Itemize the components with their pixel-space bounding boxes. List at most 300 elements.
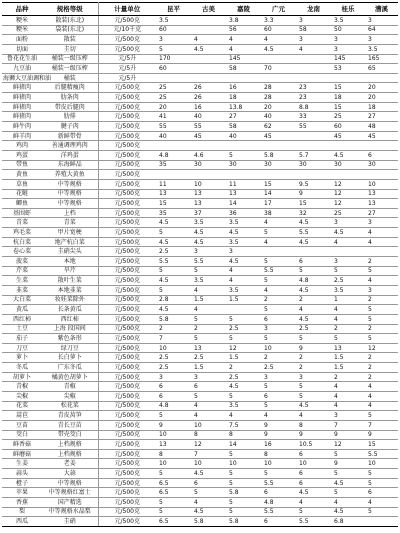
table-cell: 3.5 (226, 218, 261, 228)
table-row (2, 372, 398, 382)
table-cell: 18 (331, 93, 365, 103)
table-cell: 切面 (2, 44, 42, 54)
table-cell: 13 (191, 199, 226, 209)
table-cell: 5 (365, 411, 398, 421)
table-cell: 2.8 (156, 295, 191, 305)
table-row (2, 199, 398, 209)
table-cell: 5.8 (156, 314, 191, 324)
table-cell: 10 (261, 459, 296, 469)
table-cell (261, 247, 296, 257)
table-cell (261, 141, 296, 151)
table-cell: 35 (156, 160, 191, 170)
table-cell: 5 (191, 334, 226, 344)
table-cell: 4 (261, 411, 296, 421)
table-cell: 4 (261, 35, 296, 45)
table-cell: 5 (191, 488, 226, 498)
table-cell: 6 (156, 391, 191, 401)
table-cell: 4.5 (261, 44, 296, 54)
table-cell: 3 (331, 35, 365, 45)
table-cell: 4 (331, 314, 365, 324)
table-cell: 元/500克 (98, 208, 156, 218)
table-cell: 13 (156, 440, 191, 450)
table-cell: 4.5 (191, 228, 226, 238)
table-cell: 5.8 (191, 517, 226, 527)
table-cell: 4.5 (296, 314, 331, 324)
table-cell (191, 170, 226, 180)
table-cell: 38 (261, 208, 296, 218)
table-cell: 4 (296, 411, 331, 421)
table-cell: 4.5 (191, 469, 226, 479)
table-cell (365, 170, 398, 180)
table-cell: 元/500克 (98, 285, 156, 295)
table-cell: 6 (296, 257, 331, 267)
table-cell: 4 (365, 228, 398, 238)
table-cell: 元/500克 (98, 247, 156, 257)
table-cell: 16 (261, 440, 296, 450)
table-cell: 14 (226, 199, 261, 209)
table-cell: 5 (156, 228, 191, 238)
table-cell (296, 54, 331, 64)
table-row (2, 73, 398, 83)
table-cell: 4.5 (156, 276, 191, 286)
table-cell: 元/500克 (98, 517, 156, 527)
table-cell: 4.5 (331, 150, 365, 160)
table-cell: 2 (365, 324, 398, 334)
table-cell: 40 (156, 131, 191, 141)
table-cell: 16 (191, 102, 226, 112)
table-cell: 花菜 (2, 401, 42, 411)
table-cell: 45 (191, 131, 226, 141)
table-cell: 4 (226, 266, 261, 276)
table-row (2, 189, 398, 199)
table-cell: 鸡毛菜 (2, 228, 42, 238)
table-cell: 10 (226, 459, 261, 469)
table-cell: 鲜牛肉 (2, 122, 42, 132)
table-cell: 5 (156, 285, 191, 295)
table-cell: 8 (261, 449, 296, 459)
table-cell: 56 (226, 25, 261, 35)
table-cell: 60 (331, 122, 365, 132)
table-cell: 元/5升 (98, 54, 156, 64)
table-cell: 41 (156, 112, 191, 122)
table-cell: 3 (191, 372, 226, 382)
table-cell: 5 (226, 391, 261, 401)
table-cell: 元/500克 (98, 150, 156, 160)
table-cell: 中等规格 (42, 478, 98, 488)
table-cell: 鲜香菇 (2, 440, 42, 450)
table-cell: 3 (296, 372, 331, 382)
table-cell: 4 (331, 237, 365, 247)
table-cell: 4 (226, 411, 261, 421)
table-cell: 4 (191, 411, 226, 421)
header-row (2, 3, 398, 16)
table-cell: 元/500克 (98, 16, 156, 26)
table-cell: 粳米 (2, 16, 42, 26)
table-cell: 45 (261, 131, 296, 141)
table-cell: 2 (296, 295, 331, 305)
table-cell: 橘黄色胡萝卜 (42, 372, 98, 382)
table-cell: 9 (156, 420, 191, 430)
table-cell: 4.5 (296, 285, 331, 295)
table-cell: 5 (296, 266, 331, 276)
table-cell: 元/500克 (98, 459, 156, 469)
table-row (2, 257, 398, 267)
table-cell: 元/500克 (98, 382, 156, 392)
table-cell: 2.5 (226, 372, 261, 382)
table-cell: 元/500克 (98, 411, 156, 421)
table-cell: 3 (156, 372, 191, 382)
table-cell: 老姜 (42, 459, 98, 469)
table-cell: 元/500克 (98, 440, 156, 450)
table-cell: 生姜 (2, 459, 42, 469)
table-cell: 元/500克 (98, 44, 156, 54)
table-cell: 5 (226, 469, 261, 479)
table-cell: 12 (331, 440, 365, 450)
table-cell: 菠菜 (2, 257, 42, 267)
table-cell: 10 (365, 179, 398, 189)
table-cell: 大蒜 (42, 469, 98, 479)
table-cell: 袋装(东北) (42, 25, 98, 35)
table-cell: 4.5 (156, 218, 191, 228)
table-cell: 5 (365, 469, 398, 479)
table-cell: 6 (261, 314, 296, 324)
table-cell: 青椒 (42, 382, 98, 392)
table-cell: 30 (261, 160, 296, 170)
table-cell: 海狮大豆油调和油 (3, 74, 52, 82)
table-cell: 3.5 (191, 276, 226, 286)
price-table-sheet (2, 2, 398, 531)
table-cell: 3.5 (331, 16, 365, 26)
table-cell: 善通调理鸡肉 (42, 141, 98, 151)
table-cell: 散叶生菜 (42, 276, 98, 286)
table-cell: 洋鸡蛋 (42, 150, 98, 160)
table-cell (296, 73, 331, 83)
column-header: 广元 (261, 3, 296, 16)
table-cell: 鲁花花生油 (2, 54, 42, 64)
table-cell: 5 (365, 305, 398, 315)
table-cell: 9 (296, 430, 331, 440)
table-cell: 40 (191, 112, 226, 122)
table-cell: 鲫鱼 (2, 199, 42, 209)
table-cell (296, 247, 331, 257)
table-cell: 5 (156, 44, 191, 54)
table-cell: 65 (365, 64, 398, 74)
table-cell: 妆娃菜除外 (42, 295, 98, 305)
table-row (2, 343, 398, 353)
column-header: 龙南 (296, 3, 331, 16)
table-cell: 4.5 (331, 478, 365, 488)
table-cell (156, 73, 191, 83)
table-cell: 5 (365, 478, 398, 488)
table-cell: 10 (156, 343, 191, 353)
table-cell: 鲜蘑菇 (2, 449, 42, 459)
table-row (2, 16, 398, 26)
table-row (2, 83, 398, 93)
table-cell: 元/500克 (98, 131, 156, 141)
table-cell (226, 305, 261, 315)
table-cell: 145 (226, 54, 261, 64)
table-cell: 23 (296, 93, 331, 103)
table-cell: 黄鱼 (2, 170, 42, 180)
table-cell: 元/500克 (98, 430, 156, 440)
table-cell: 2 (365, 257, 398, 267)
table-row (2, 285, 398, 295)
table-cell (261, 54, 296, 64)
table-cell: 27 (365, 208, 398, 218)
table-cell: 5 (226, 449, 261, 459)
table-row (2, 411, 398, 421)
table-cell (365, 141, 398, 151)
table-cell: 6.5 (156, 517, 191, 527)
table-cell: 鲜羊肉 (2, 131, 42, 141)
table-cell: 4.5 (226, 382, 261, 392)
table-cell: 元/500克 (98, 141, 156, 151)
table-cell: 元/500克 (98, 257, 156, 267)
table-row (2, 469, 398, 479)
table-cell: 鸡蛋 (2, 150, 42, 160)
table-cell: 元/500克 (98, 478, 156, 488)
table-row (2, 382, 398, 392)
table-cell: 桶装 (42, 73, 98, 83)
table-cell: 尖椒 (2, 391, 42, 401)
table-cell: 2 (365, 353, 398, 363)
table-cell: 面粉 (2, 35, 42, 45)
table-cell: 25 (156, 83, 191, 93)
table-cell: 4 (365, 237, 398, 247)
price-table (2, 2, 398, 527)
table-cell: 5 (226, 334, 261, 344)
table-cell: 7.5 (226, 420, 261, 430)
table-cell: 5.5 (191, 257, 226, 267)
table-cell: 西红柿 (2, 314, 42, 324)
table-cell: 国产精选 (42, 498, 98, 508)
table-cell: 7 (365, 420, 398, 430)
table-row (2, 237, 398, 247)
table-cell: 冬瓜 (2, 363, 42, 373)
table-cell: 4.5 (191, 44, 226, 54)
table-cell: 2.5 (156, 247, 191, 257)
column-header: 嘉陵 (226, 3, 261, 16)
table-cell (226, 141, 261, 151)
table-cell: 4.5 (226, 257, 261, 267)
table-cell: 后腿精瘦肉 (42, 83, 98, 93)
table-cell: 5.5 (365, 449, 398, 459)
table-cell: 3 (331, 44, 365, 54)
table-cell: 5 (261, 401, 296, 411)
table-cell: 2.5 (226, 324, 261, 334)
table-cell: 9 (331, 459, 365, 469)
table-row (2, 449, 398, 459)
table-cell: 2 (261, 353, 296, 363)
table-cell: 4 (226, 276, 261, 286)
table-cell: 2 (365, 372, 398, 382)
table-cell: 58 (296, 25, 331, 35)
table-cell: 5 (191, 391, 226, 401)
table-cell: 5 (261, 382, 296, 392)
table-cell: 青菜 (2, 218, 42, 228)
table-cell: 6 (365, 488, 398, 498)
table-cell: 5 (226, 507, 261, 517)
table-cell: 元/500克 (98, 305, 156, 315)
table-cell: 粳米 (2, 25, 42, 35)
table-cell: 元/500克 (98, 218, 156, 228)
table-cell: 梨 (2, 507, 42, 517)
table-cell: 2 (296, 353, 331, 363)
table-cell: 4 (331, 305, 365, 315)
table-cell: 芹菜 (2, 266, 42, 276)
table-cell: 6 (261, 391, 296, 401)
table-cell: 鲜猪肉 (2, 83, 42, 93)
table-row (2, 54, 398, 64)
table-cell: 中等规格 (42, 179, 98, 189)
table-cell: 中等规格 (42, 189, 98, 199)
table-cell: 3 (261, 324, 296, 334)
table-row (2, 295, 398, 305)
table-cell: 55 (296, 122, 331, 132)
table-cell: 尖椒 (42, 391, 98, 401)
table-cell: 28 (261, 93, 296, 103)
table-cell: 4.5 (331, 507, 365, 517)
table-row (2, 324, 398, 334)
table-row (2, 150, 398, 160)
table-cell: 韭菜 (2, 285, 42, 295)
table-cell: 元/500克 (98, 372, 156, 382)
table-cell: 元/500克 (98, 314, 156, 324)
table-cell: 紫色条形 (42, 334, 98, 344)
table-cell: 2 (226, 363, 261, 373)
table-cell: 15 (331, 102, 365, 112)
table-cell (296, 170, 331, 180)
table-cell: 33 (296, 112, 331, 122)
table-cell: 青皮莴笋 (42, 411, 98, 421)
table-cell (331, 73, 365, 83)
table-cell: 大白菜 (2, 295, 42, 305)
table-cell: 3 (365, 16, 398, 26)
table-cell: 27 (365, 112, 398, 122)
table-cell: 70 (261, 64, 296, 74)
table-cell: 绿刀豆 (42, 343, 98, 353)
table-cell: 62 (261, 122, 296, 132)
table-cell: 4 (365, 276, 398, 286)
table-cell: 3.5 (226, 237, 261, 247)
table-row (2, 276, 398, 286)
table-row (2, 266, 398, 276)
table-cell: 48 (365, 122, 398, 132)
table-cell: 18 (365, 102, 398, 112)
table-cell: 64 (365, 25, 398, 35)
table-cell: 2 (365, 295, 398, 305)
table-cell: 9.5 (296, 179, 331, 189)
table-cell: 5 (191, 314, 226, 324)
table-cell: 12 (191, 440, 226, 450)
table-row (2, 44, 398, 54)
table-cell: 4 (261, 218, 296, 228)
table-cell: 10 (156, 459, 191, 469)
table-cell: 4 (331, 391, 365, 401)
table-cell: 40 (226, 131, 261, 141)
table-cell: 9 (296, 189, 331, 199)
table-cell: 36 (226, 208, 261, 218)
table-cell: 4.5 (156, 237, 191, 247)
table-cell: 6 (156, 382, 191, 392)
table-cell (191, 73, 226, 83)
table-cell: 带鱼 (2, 160, 42, 170)
table-row (2, 170, 398, 180)
table-cell: 5 (296, 507, 331, 517)
table-cell: 8 (156, 449, 191, 459)
table-cell: 元/500克 (98, 363, 156, 373)
table-cell: 6 (191, 478, 226, 488)
table-cell: 5.8 (226, 488, 261, 498)
table-cell: 2.5 (156, 353, 191, 363)
table-cell: 6 (191, 382, 226, 392)
table-cell: 15 (156, 199, 191, 209)
table-cell: 中等规格红富士 (42, 488, 98, 498)
table-cell: 58 (226, 64, 261, 74)
table-cell: 35 (156, 208, 191, 218)
table-cell: 新鲜带骨 (42, 131, 98, 141)
table-row (2, 64, 398, 74)
table-cell: 元/500克 (98, 276, 156, 286)
table-cell: 25 (156, 93, 191, 103)
table-cell: 13 (191, 189, 226, 199)
table-cell: 5 (296, 334, 331, 344)
table-cell: 4 (226, 35, 261, 45)
table-row (2, 131, 398, 141)
table-cell: 10 (191, 459, 226, 469)
table-cell: 元/500克 (98, 295, 156, 305)
table-cell: 1.5 (331, 363, 365, 373)
table-cell: 5 (156, 411, 191, 421)
table-cell: 4.5 (226, 228, 261, 238)
table-cell: 4.8 (261, 498, 296, 508)
table-cell: 鲜猪肉 (2, 93, 42, 103)
table-cell: 胡萝卜 (2, 372, 42, 382)
table-row (2, 141, 398, 151)
table-cell: 4 (296, 498, 331, 508)
table-cell: 2.5 (191, 353, 226, 363)
table-cell: 14 (261, 189, 296, 199)
table-cell: 腱子肉 (42, 122, 98, 132)
table-cell: 九豆油 (2, 64, 42, 74)
table-cell (365, 517, 398, 527)
table-cell: 10 (296, 459, 331, 469)
table-cell: 元/500克 (98, 401, 156, 411)
table-cell: 长条黄瓜 (42, 305, 98, 315)
table-cell: 肋条肉 (42, 93, 98, 103)
table-cell: 元/500克 (98, 353, 156, 363)
table-cell: 4.6 (191, 150, 226, 160)
table-cell: 30 (365, 160, 398, 170)
table-cell (156, 141, 191, 151)
table-cell: 60 (261, 25, 296, 35)
table-cell (296, 131, 331, 141)
table-cell: 4 (226, 44, 261, 54)
table-row (2, 430, 398, 440)
table-cell: 元/500克 (98, 189, 156, 199)
table-row (2, 363, 398, 373)
table-cell: 东海鲜品 (42, 160, 98, 170)
table-cell: 6 (296, 449, 331, 459)
table-row (2, 478, 398, 488)
column-header: 昆平 (156, 3, 191, 16)
table-cell: 广东冬瓜 (42, 363, 98, 373)
table-cell: 8 (191, 430, 226, 440)
table-cell: 170 (156, 54, 191, 64)
table-cell: 5 (191, 266, 226, 276)
table-row (2, 305, 398, 315)
table-cell: 23 (296, 83, 331, 93)
